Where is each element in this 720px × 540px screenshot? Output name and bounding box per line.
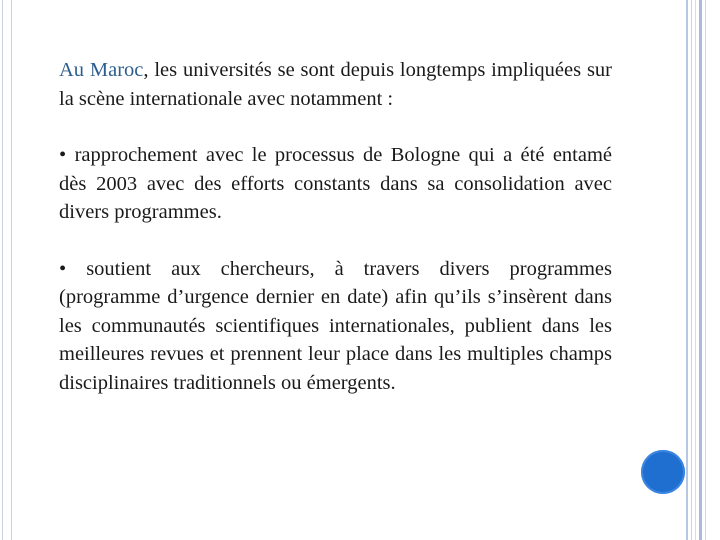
left-border-decoration bbox=[2, 0, 12, 540]
border-line bbox=[695, 0, 696, 540]
bullet-paragraph-chercheurs bbox=[59, 255, 612, 398]
border-line bbox=[686, 0, 688, 540]
right-border-decoration bbox=[686, 0, 712, 540]
intro-text: , les universités se sont depuis longtemps impliquées sur la scène internationale avec notamment : bbox=[59, 59, 612, 110]
slide-body bbox=[59, 56, 612, 397]
bullet-marker: • bbox=[59, 257, 67, 280]
border-line bbox=[699, 0, 702, 540]
border-line bbox=[705, 0, 706, 540]
intro-lead: Au Maroc bbox=[59, 59, 144, 81]
bullet-text-bologne: rapprochement avec le processus de Bologne qui a été entamé dès 2003 avec des efforts constants dans sa consolidation avec divers programmes. bbox=[59, 144, 613, 223]
bullet-text-chercheurs: soutient aux chercheurs, à travers divers programmes (programme d’urgence dernier en date) afin qu’ils s’insèrent dans les communautés scientifiques internationales, publient dans les meilleures revues et prennent leur place dans les multiples champs disciplinaires traditionnels ou émergents. bbox=[59, 257, 613, 394]
intro-paragraph bbox=[59, 56, 612, 113]
border-line bbox=[691, 0, 692, 540]
bullet-paragraph-bologne bbox=[59, 141, 612, 227]
bullet-marker: • bbox=[59, 144, 67, 166]
blue-circle-icon bbox=[641, 450, 685, 494]
